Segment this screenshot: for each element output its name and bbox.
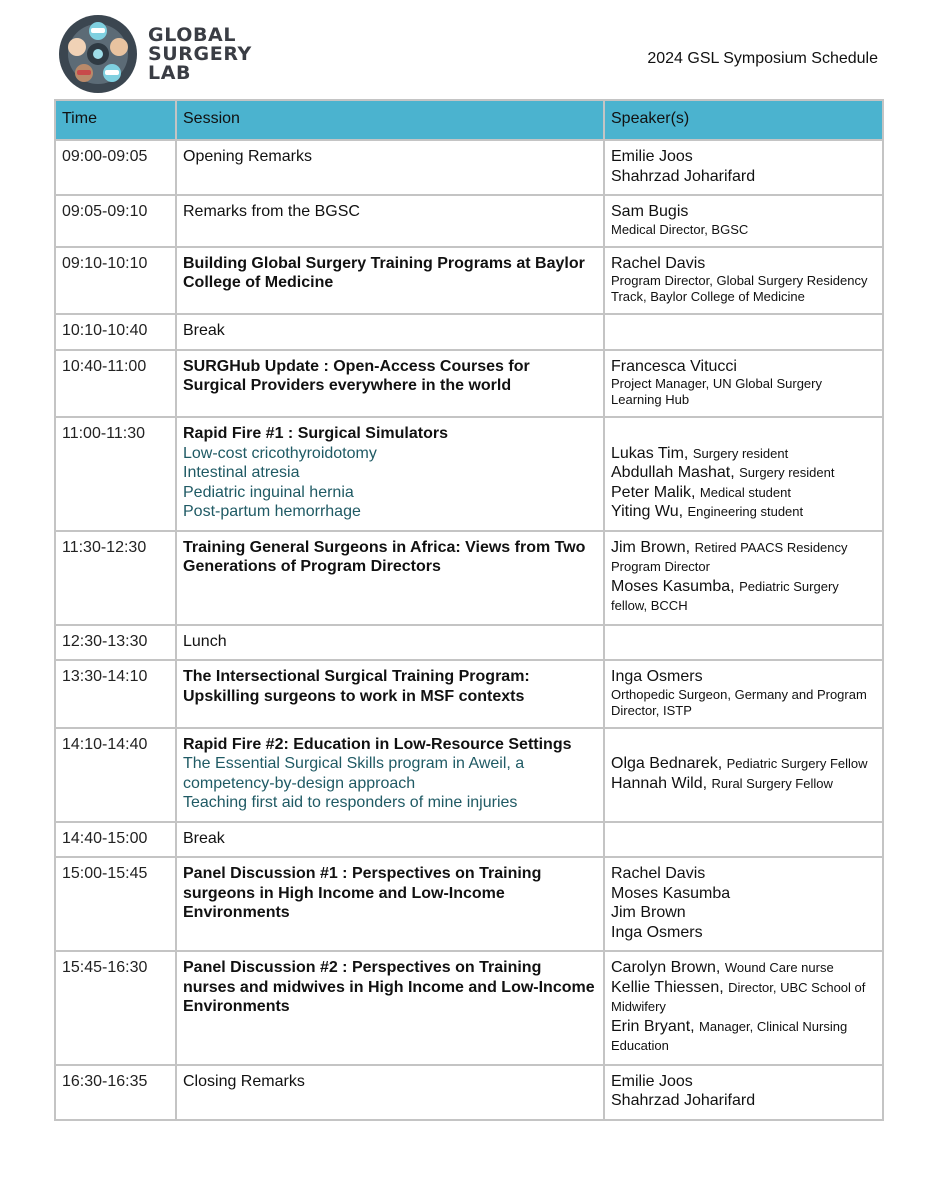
session-cell — [176, 417, 604, 531]
speaker-role: Project Manager, UN Global Surgery Learning Hub — [611, 376, 822, 407]
speaker-entry — [611, 463, 876, 483]
speakers-cell — [604, 314, 883, 350]
speaker-name: Inga Osmers — [611, 668, 703, 685]
time-cell: 09:00-09:05 — [55, 140, 176, 195]
time-cell: 11:30-12:30 — [55, 531, 176, 625]
session-cell: The Intersectional Surgical Training Program: Upskilling surgeons to work in MSF contexts — [176, 660, 604, 728]
logo-text: GLOBAL SURGERY LAB — [148, 23, 252, 84]
speaker-name: Francesca Vitucci — [611, 357, 737, 375]
session-cell — [176, 728, 604, 822]
session-cell: SURGHub Update : Open-Access Courses for Surgical Providers everywhere in the world — [176, 350, 604, 418]
talk-title: Teaching first aid to responders of mine injuries — [183, 794, 518, 811]
speakers-cell — [604, 660, 883, 728]
speakers-cell — [604, 140, 883, 195]
time-cell: 13:30-14:10 — [55, 660, 176, 728]
speakers-cell — [604, 1065, 883, 1120]
table-row — [55, 140, 883, 195]
speaker-role: Manager, Clinical Nursing Education — [611, 1018, 848, 1053]
speaker-name: Shahrzad Joharifard — [611, 167, 756, 185]
speaker-name: Moses Kasumba — [611, 884, 731, 902]
speaker-entry — [611, 577, 876, 616]
session-title: Rapid Fire #2: Education in Low-Resource Settings — [183, 735, 572, 753]
time-cell: 15:00-15:45 — [55, 857, 176, 951]
time-cell: 14:10-14:40 — [55, 728, 176, 822]
speakers-cell — [604, 728, 883, 822]
talk-title: Intestinal atresia — [183, 464, 300, 481]
speaker-name: Hannah Wild, — [611, 774, 708, 792]
speaker-role: Pediatric Surgery Fellow — [726, 756, 868, 771]
speaker-name: Lukas Tim, — [611, 444, 689, 462]
speaker-name: Carolyn Brown, — [611, 959, 721, 976]
speaker-role: Engineering student — [687, 504, 804, 519]
time-cell: 14:40-15:00 — [55, 822, 176, 858]
speaker-entry — [611, 444, 876, 464]
speaker-role: Medical Director, BGSC — [611, 221, 749, 237]
column-header-session: Session — [176, 100, 604, 140]
speaker-name: Inga Osmers — [611, 923, 703, 941]
speaker-entry — [611, 538, 876, 577]
time-cell: 16:30-16:35 — [55, 1065, 176, 1120]
talk-title: Low-cost cricothyroidotomy — [183, 444, 377, 462]
table-row — [55, 857, 883, 951]
speaker-role: Rural Surgery Fellow — [711, 775, 833, 791]
speaker-entry — [611, 958, 876, 978]
surgeons-circle-icon — [58, 14, 138, 94]
table-header-row — [55, 100, 883, 140]
talk-title: Pediatric inguinal hernia — [183, 483, 354, 501]
table-row — [55, 531, 883, 625]
speakers-cell — [604, 247, 883, 315]
time-cell: 10:10-10:40 — [55, 314, 176, 350]
column-header-time: Time — [55, 100, 176, 140]
session-cell: Training General Surgeons in Africa: Views from Two Generations of Program Directors — [176, 531, 604, 625]
speakers-cell — [604, 350, 883, 418]
speakers-cell — [604, 822, 883, 858]
session-cell: Building Global Surgery Training Programs at Baylor College of Medicine — [176, 247, 604, 315]
speaker-role: Retired PAACS Residency Program Director — [611, 539, 848, 574]
speaker-name: Moses Kasumba, — [611, 577, 735, 595]
table-row — [55, 314, 883, 350]
time-cell: 12:30-13:30 — [55, 625, 176, 661]
session-cell: Closing Remarks — [176, 1065, 604, 1120]
speaker-name: Emilie Joos — [611, 148, 693, 165]
session-title: Rapid Fire #1 : Surgical Simulators — [183, 425, 448, 442]
session-cell: Break — [176, 314, 604, 350]
session-cell: Panel Discussion #1 : Perspectives on Training surgeons in High Income and Low-Income Environments — [176, 857, 604, 951]
session-cell: Lunch — [176, 625, 604, 661]
speakers-cell — [604, 951, 883, 1065]
speaker-name: Olga Bednarek, — [611, 755, 723, 772]
talk-title: Post-partum hemorrhage — [183, 503, 361, 520]
speaker-name: Yiting Wu, — [611, 503, 684, 520]
table-row — [55, 195, 883, 247]
column-header-speakers: Speaker(s) — [604, 100, 883, 140]
session-cell: Remarks from the BGSC — [176, 195, 604, 247]
speakers-cell — [604, 857, 883, 951]
speaker-role: Surgery resident — [692, 445, 789, 461]
speaker-name: Erin Bryant, — [611, 1017, 695, 1035]
table-row — [55, 660, 883, 728]
table-row — [55, 417, 883, 531]
session-cell: Break — [176, 822, 604, 858]
speaker-entry — [611, 978, 876, 1017]
time-cell: 09:05-09:10 — [55, 195, 176, 247]
table-row — [55, 247, 883, 315]
time-cell: 11:00-11:30 — [55, 417, 176, 531]
speaker-name: Rachel Davis — [611, 865, 706, 882]
table-row — [55, 822, 883, 858]
table-row — [55, 1065, 883, 1120]
speakers-cell — [604, 195, 883, 247]
table-row — [55, 350, 883, 418]
speaker-role: Surgery resident — [739, 465, 835, 480]
speaker-name: Emilie Joos — [611, 1072, 693, 1090]
talk-title: The Essential Surgical Skills program in Aweil, a competency-by-design approach — [183, 755, 525, 792]
time-cell: 15:45-16:30 — [55, 951, 176, 1065]
time-cell: 10:40-11:00 — [55, 350, 176, 418]
speaker-name: Shahrzad Joharifard — [611, 1092, 756, 1109]
document-title: 2024 GSL Symposium Schedule — [647, 50, 878, 67]
table-row — [55, 951, 883, 1065]
session-cell: Opening Remarks — [176, 140, 604, 195]
speaker-entry — [611, 502, 876, 522]
speakers-cell — [604, 531, 883, 625]
speaker-role: Pediatric Surgery fellow, BCCH — [611, 578, 839, 613]
time-cell: 09:10-10:10 — [55, 247, 176, 315]
speaker-name: Sam Bugis — [611, 203, 689, 220]
schedule-table — [54, 99, 884, 1121]
speaker-name: Abdullah Mashat, — [611, 464, 735, 481]
speaker-entry — [611, 1017, 876, 1056]
speaker-entry — [611, 754, 876, 774]
speaker-role: Wound Care nurse — [724, 960, 834, 975]
speaker-name: Kellie Thiessen, — [611, 978, 724, 996]
speaker-name: Jim Brown, — [611, 538, 691, 556]
speaker-role: Director, UBC School of Midwifery — [611, 979, 866, 1014]
speaker-entry — [611, 774, 876, 794]
speaker-name: Peter Malik, — [611, 483, 696, 501]
speaker-entry — [611, 483, 876, 503]
speaker-name: Jim Brown — [611, 904, 686, 921]
session-cell: Panel Discussion #2 : Perspectives on Training nurses and midwives in High Income and Low-Income Environments — [176, 951, 604, 1065]
speaker-role: Orthopedic Surgeon, Germany and Program Director, ISTP — [611, 686, 867, 718]
speakers-cell — [604, 625, 883, 661]
table-row — [55, 728, 883, 822]
speakers-cell — [604, 417, 883, 531]
speaker-role: Medical student — [699, 484, 791, 500]
speaker-role: Program Director, Global Surgery Residency Track, Baylor College of Medicine — [611, 273, 868, 304]
global-surgery-lab-logo — [58, 14, 252, 94]
table-row — [55, 625, 883, 661]
speaker-name: Rachel Davis — [611, 254, 706, 272]
